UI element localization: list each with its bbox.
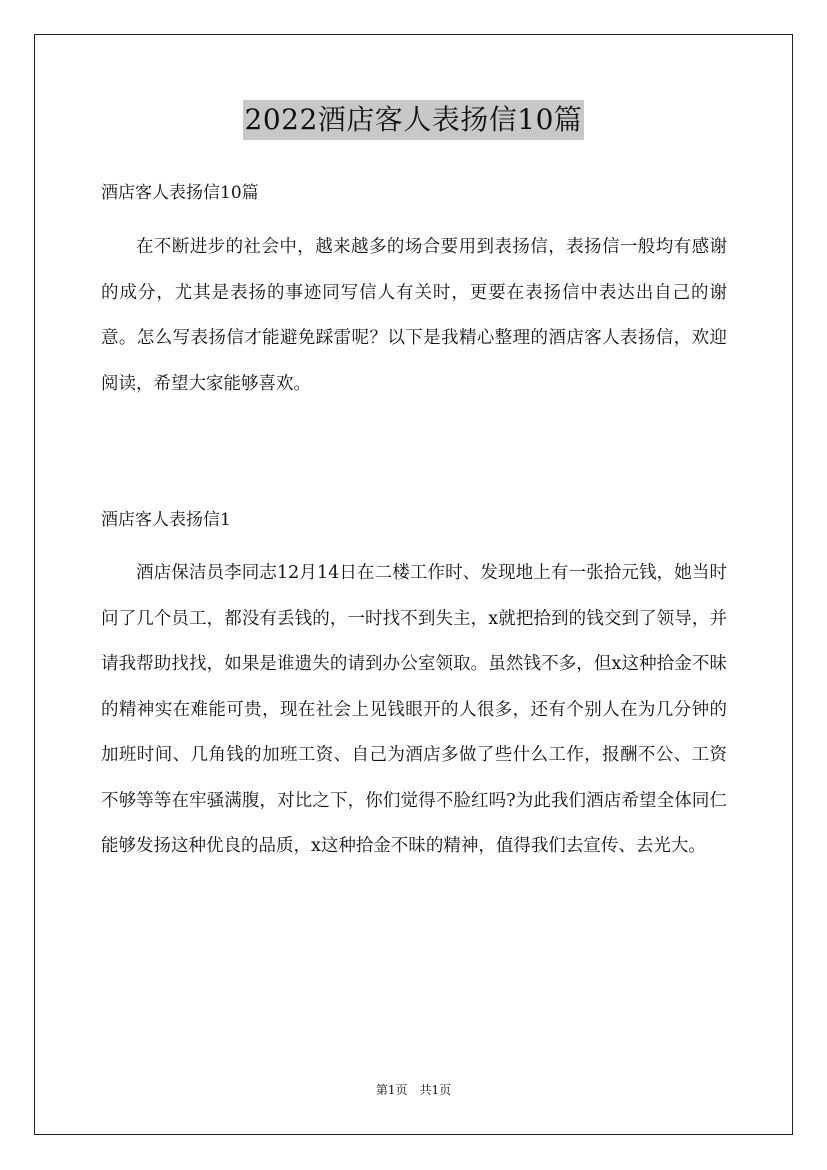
title-container [0, 100, 827, 140]
intro-paragraph: 在不断进步的社会中，越来越多的场合要用到表扬信，表扬信一般均有感谢的成分，尤其是表扬的事迹同写信人有关时，更要在表扬信中表达出自己的谢意。怎么写表扬信才能避免踩雷呢？以下是我精心整理的酒店客人表扬信，欢迎阅读，希望大家能够喜欢。 [101, 237, 727, 394]
page-footer: 第1页 共1页 [375, 1083, 452, 1097]
document-title: 2022酒店客人表扬信10篇 [243, 100, 585, 140]
section-heading: 酒店客人表扬信1 [101, 510, 231, 530]
document-subtitle: 酒店客人表扬信10篇 [101, 183, 259, 203]
section-body: 酒店保洁员李同志12月14日在二楼工作时、发现地上有一张拾元钱，她当时问了几个员工，都没有丢钱的，一时找不到失主，x就把拾到的钱交到了领导，并请我帮助找找，如果是谁遗失的请到办公室领取。虽然钱不多，但x这种拾金不昧的精神实在难能可贵，现在社会上见钱眼开的人很多，还有个别人在为几分钟的加班时间、几角钱的加班工资、自己为酒店多做了些什么工作，报酬不公、工资不够等等在牢骚满腹，对比之下，你们觉得不脸红吗?为此我们酒店希望全体同仁能够发扬这种优良的品质，x这种拾金不昧的精神，值得我们去宣传、去光大。 [101, 563, 727, 856]
